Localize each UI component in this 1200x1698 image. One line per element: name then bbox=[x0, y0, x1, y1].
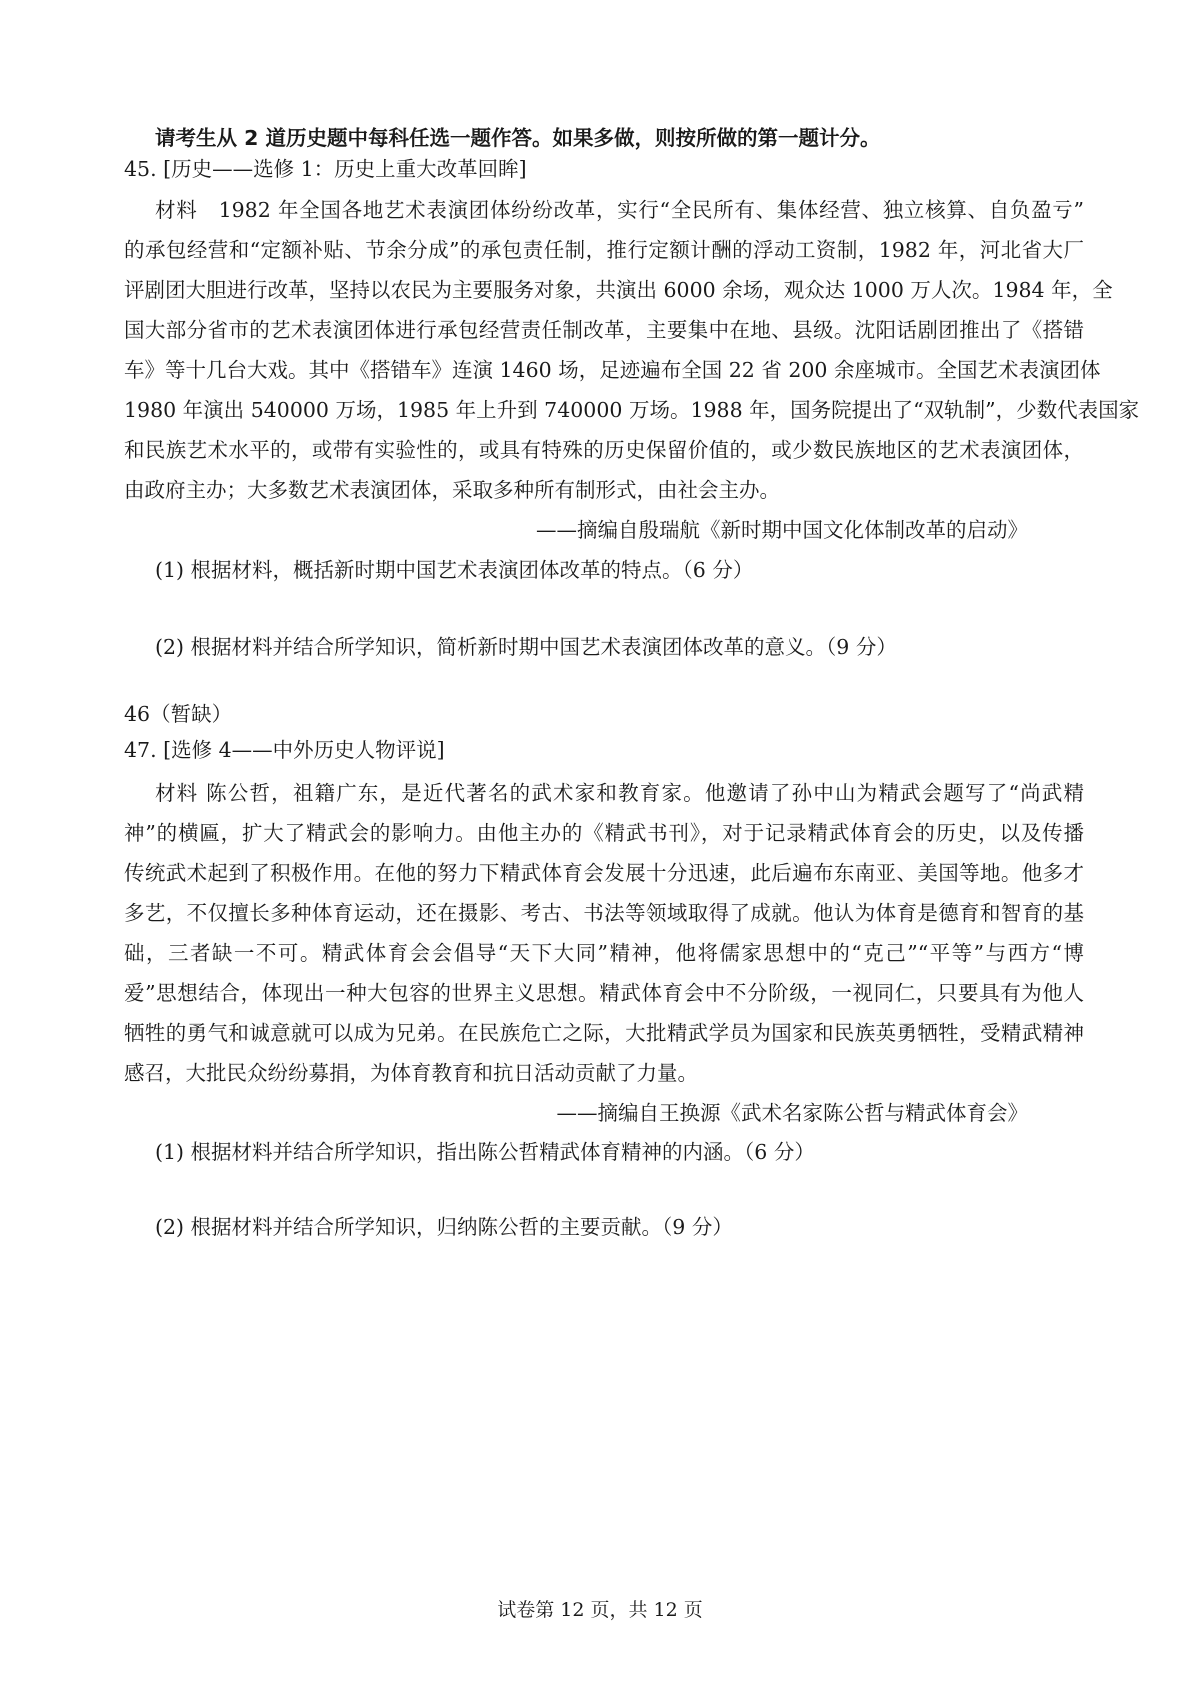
q45-material-line: 评剧团大胆进行改革，坚持以农民为主要服务对象，共演出 6000 余场，观众达 1000 万人次。1984 年，全 bbox=[124, 278, 1113, 302]
q47-material-line: 感召，大批民众纷纷募捐，为体育教育和抗日活动贡献了力量。 bbox=[124, 1061, 698, 1085]
q45-material-line: 1980 年演出 540000 万场，1985 年上升到 740000 万场。1988 年，国务院提出了“双轨制”，少数代表国家 bbox=[124, 398, 1140, 422]
q47-question-1: (1) 根据材料并结合所学知识，指出陈公哲精武体育精神的内涵。（6 分） bbox=[155, 1140, 815, 1164]
q47-question-2: (2) 根据材料并结合所学知识，归纳陈公哲的主要贡献。（9 分） bbox=[155, 1215, 733, 1239]
q47-source: ——摘编自王换源《武术名家陈公哲与精武体育会》 bbox=[556, 1101, 1028, 1125]
q45-material-line: 材料 1982 年全国各地艺术表演团体纷纷改革，实行“全民所有、集体经营、独立核算、自负盈亏” bbox=[155, 198, 1084, 222]
q45-material-line: 车》等十几台大戏。其中《搭错车》连演 1460 场，足迹遍布全国 22 省 200 余座城市。全国艺术表演团体 bbox=[124, 358, 1101, 382]
q45-material-line: 国大部分省市的艺术表演团体进行承包经营责任制改革，主要集中在地、县级。沈阳话剧团推出了《搭错 bbox=[124, 318, 1084, 342]
page-footer: 试卷第 12 页，共 12 页 bbox=[497, 1599, 703, 1621]
q47-material-line: 爱”思想结合，体现出一种大包容的世界主义思想。精武体育会中不分阶级，一视同仁，只要具有为他人 bbox=[124, 981, 1084, 1005]
q47-material-line: 础，三者缺一不可。精武体育会会倡导“天下大同”精神，他将儒家思想中的“克己”“平等”与西方“博 bbox=[124, 941, 1084, 965]
q47-header: 47. [选修 4——中外历史人物评说] bbox=[124, 738, 445, 762]
q45-question-1: (1) 根据材料，概括新时期中国艺术表演团体改革的特点。（6 分） bbox=[155, 558, 754, 582]
q47-material-line: 传统武术起到了积极作用。在他的努力下精武体育会发展十分迅速，此后遍布东南亚、美国等地。他多才 bbox=[124, 861, 1084, 885]
q45-material-line: 和民族艺术水平的，或带有实验性的，或具有特殊的历史保留价值的，或少数民族地区的艺术表演团体， bbox=[124, 438, 1084, 462]
q47-material-line: 材料 陈公哲，祖籍广东，是近代著名的武术家和教育家。他邀请了孙中山为精武会题写了“尚武精 bbox=[155, 781, 1084, 805]
q45-material-line: 由政府主办；大多数艺术表演团体，采取多种所有制形式，由社会主办。 bbox=[124, 478, 780, 502]
q45-question-2: (2) 根据材料并结合所学知识，简析新时期中国艺术表演团体改革的意义。（9 分） bbox=[155, 635, 897, 659]
instruction-notice: 请考生从 2 道历史题中每科任选一题作答。如果多做，则按所做的第一题计分。 bbox=[155, 126, 881, 150]
q45-source: ——摘编自殷瑞航《新时期中国文化体制改革的启动》 bbox=[536, 518, 1028, 542]
q47-material-line: 神”的横匾，扩大了精武会的影响力。由他主办的《精武书刊》，对于记录精武体育会的历史，以及传播 bbox=[124, 821, 1084, 845]
q47-material-line: 多艺，不仅擅长多种体育运动，还在摄影、考古、书法等领域取得了成就。他认为体育是德育和智育的基 bbox=[124, 901, 1084, 925]
q46-header: 46（暂缺） bbox=[124, 702, 233, 726]
q47-material-line: 牺牲的勇气和诚意就可以成为兄弟。在民族危亡之际，大批精武学员为国家和民族英勇牺牲，受精武精神 bbox=[124, 1021, 1084, 1045]
q45-material-line: 的承包经营和“定额补贴、节余分成”的承包责任制，推行定额计酬的浮动工资制，1982 年，河北省大厂 bbox=[124, 238, 1084, 262]
q45-header: 45. [历史——选修 1：历史上重大改革回眸] bbox=[124, 157, 527, 181]
